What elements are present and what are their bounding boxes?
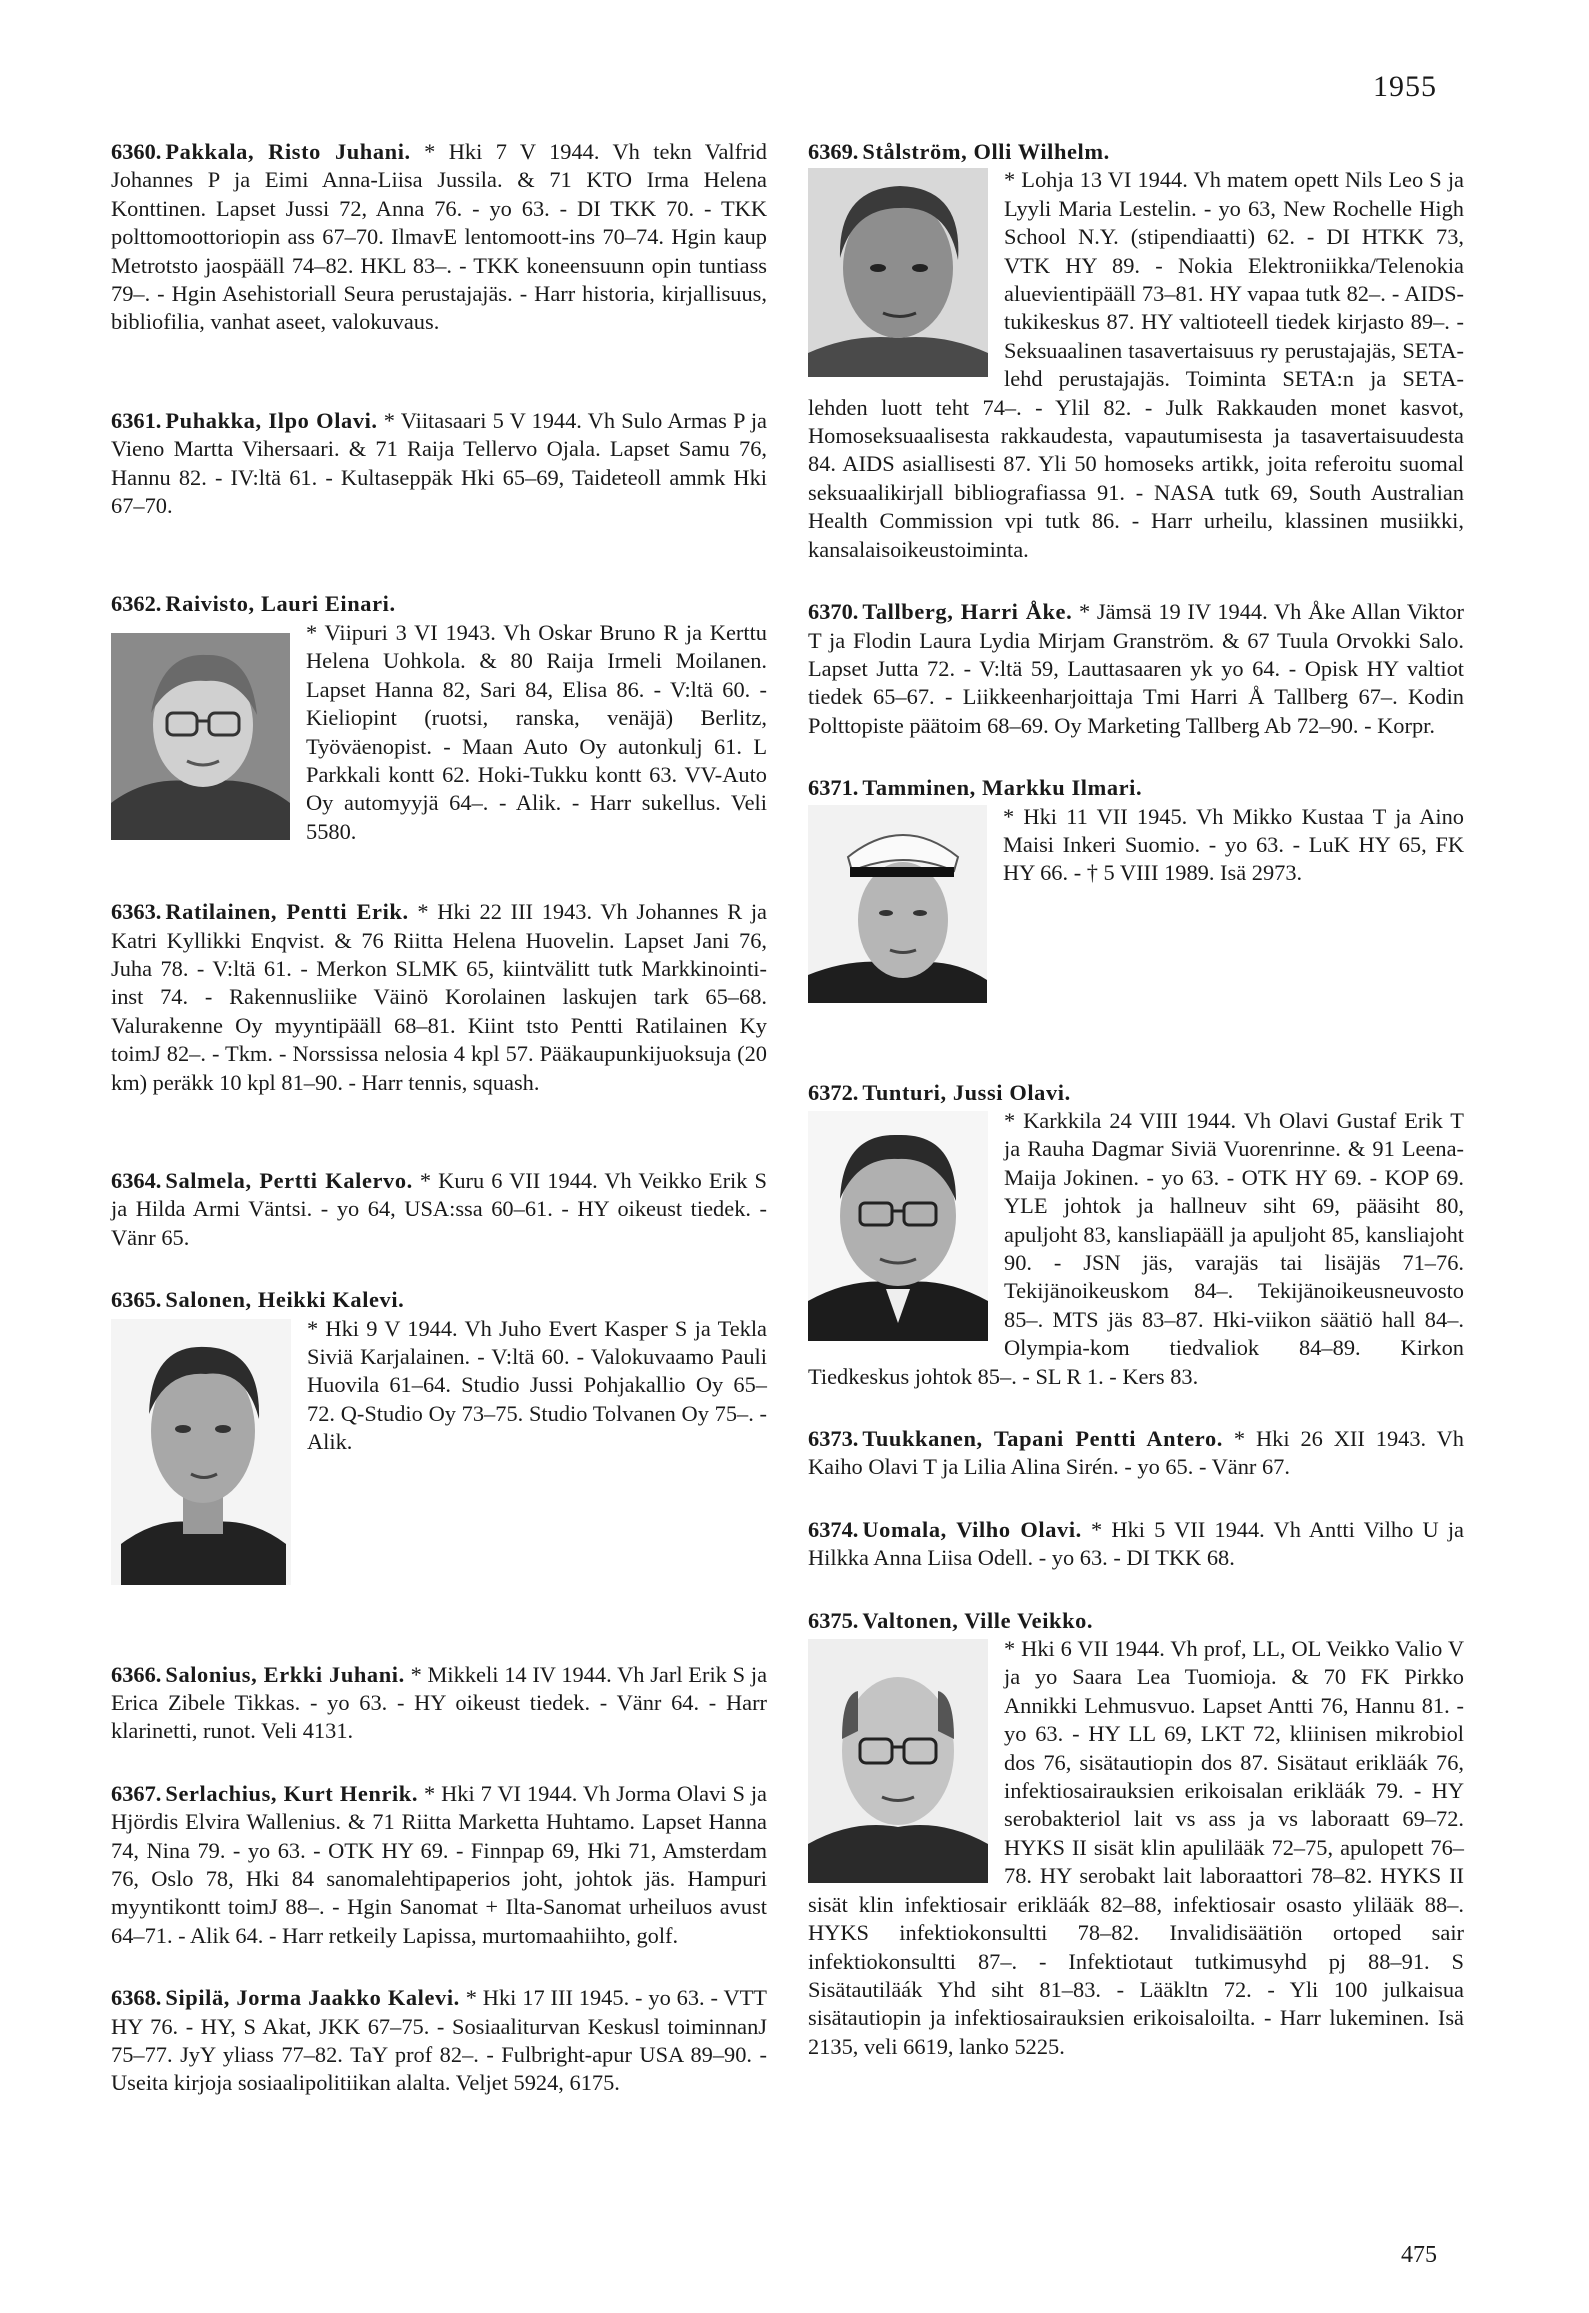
entry-6371: 6371. Tamminen, Markku Ilmari. * Hki 11 VII 1945. Vh Mikko Kustaa T ja Aino Maisi Inkeri Suomio. - yo 63. - LuK HY 65, FK HY 66. - † 5 VIII 1989. Isä 2973. bbox=[808, 774, 1464, 1008]
entry-6368: 6368. Sipilä, Jorma Jaakko Kalevi. * Hki 17 III 1945. - yo 63. - VTT HY 76. - HY, S Akat, JKK 67–75. - Sosiaaliturvan Keskusl toiminnanJ 75–77. JyY yliass 77–82. TaY prof 82–. - Fulbright-apur USA 89–90. - Useita kirjoja sosiaalipolitiikan alalta. Veljet 5924, 6175. bbox=[111, 1985, 767, 2096]
portrait-photo bbox=[111, 1319, 291, 1585]
portrait-photo bbox=[808, 805, 987, 1003]
portrait-photo bbox=[111, 633, 290, 840]
portrait-photo bbox=[808, 1111, 988, 1341]
page-year: 1955 bbox=[1373, 70, 1437, 103]
entry-6361: 6361. Puhakka, Ilpo Olavi. * Viitasaari 5 V 1944. Vh Sulo Armas P ja Vieno Martta Vihersaari. & 71 Raija Tellervo Ojala. Lapset Samu 76, Hannu 82. - IV:ltä 61. - Kultaseppäk Hki 65–69, Taideteoll ammk Hki 67–70. bbox=[111, 407, 767, 519]
entry-6373: 6373. Tuukkanen, Tapani Pentti Antero. * Hki 26 XII 1943. Vh Kaiho Olavi T ja Lilia Alina Sirén. - yo 65. - Vänr 67. bbox=[808, 1426, 1464, 1480]
entry-6369: 6369. Stålström, Olli Wilhelm. * Lohja 13 VI 1944. Vh matem opett Nils Leo S ja Lyyli Maria Lestelin. - yo 63, New Rochelle High School N.Y. (stipendiaatti) 62. - DI HTKK 73, VTK HY 89. - Nokia Elektroniikka/Telenokia aluevientipääll 73–81. HY vapaa tutk 82–. - AIDS-tukikeskus 87. HY valtioteell tiedek kirjasto 89–. - Seksuaalinen tasavertaisuus ry perustajajäs, SETA-lehd perustajajäs. Toiminta SETA:n ja SETA-lehden luott teht 74–. - Ylil 82. - Julk Rakkauden monet kasvot, Homoseksuaalisesta rakkaudesta, vapautumisesta ja tasavertaisuudesta 84. AIDS asiallisesti 87. Yli 50 homoseks artikk, joita referoitu suomal seksuaalikirjall bibliografiassa 91. - NASA tutk 69, South Australian Health Commission vpi tutk 86. - Harr urheilu, klassinen musiikki, kansalaisoikeustoiminta. bbox=[808, 139, 1464, 562]
entry-6366: 6366. Salonius, Erkki Juhani. * Mikkeli 14 IV 1944. Vh Jarl Erik S ja Erica Zibele Tikkas. - yo 63. - HY oikeust tiedek. - Vänr 64. - Harr klarinetti, runot. Veli 4131. bbox=[111, 1661, 768, 1744]
entry-6375: 6375. Valtonen, Ville Veikko. * Hki 6 VII 1944. Vh prof, LL, OL Veikko Valio V ja yo Saara Lea Tuomioja. & 70 FK Pirkko Annikki Lehmusvuo. Lapset Antti 76, Hannu 81. - yo 63. - HY LL 69, LKT 72, kliinisen mikrobiol dos 76, sisätautiopin dos 87. Sisätaut erikläák 76, infektiosairauksien erikoisalan erikläák 79. - HY serobakteriol lait vs ass ja vs laboraatt 69–72. HYKS II sisät klin apulilääk 72–75, apulopett 76–78. HY serobakt lait laboraattori 78–82. HYKS II sisät klin infektiosair erikläák 82–88, infektiosair osasto ylilääk 88–. HYKS infektiokonsultti 78–82. Invalidisäätiön ortoped sair infektiokonsultti 87–. - Infektiotaut tutkimusyhd pj 88–91. S Sisätautiläák Yhd siht 81–83. - Lääkltn 72. - Yli 100 julkaisua sisätautiopin ja infektiosairauksien erikoisaloilta. - Harr lukeminen. Isä 2135, veli 6619, lanko 5225. bbox=[808, 1607, 1464, 2059]
entry-6370: 6370. Tallberg, Harri Åke. * Jämsä 19 IV 1944. Vh Åke Allan Viktor T ja Flodin Laura Lydia Mirjam Granström. & 67 Tuula Orvokki Salo. Lapset Jutta 72. - V:ltä 59, Lauttasaaren yk yo 64. - Opisk HY valtiot tiedek 65–67. - Liikkeenharjoittaja Tmi Harri Å Tallberg 67–. Kodin Polttopiste päätoim 68–69. Oy Marketing Tallberg Ab 72–90. - Korpr. bbox=[808, 599, 1464, 738]
entry-6363: 6363. Ratilainen, Pentti Erik. * Hki 22 III 1943. Vh Johannes R ja Katri Kyllikki Enqvist. & 76 Riitta Helena Huovelin. Lapset Jani 76, Juha 78. - V:ltä 61. - Merkon SLMK 65, kiintvälitt tutk Markkinointi-inst 74. - Rakennusliike Väinö Korolainen laskujen tark 65–68. Valurakenne Oy myyntipääll 68–81. Kiint tsto Pentti Ratilainen Ky toimJ 82–. - Tkm. - Norssissa nelosia 4 kpl 57. Pääkaupunkijuoksuja (20 km) peräkk 10 kpl 81–90. - Harr tennis, squash. bbox=[111, 899, 768, 1095]
entry-6362: 6362. Raivisto, Lauri Einari. * Viipuri 3 VI 1943. Vh Oskar Bruno R ja Kerttu Helena Uohkola. & 80 Raija Irmeli Moilanen. Lapset Hanna 82, Sari 84, Elisa 86. - V:ltä 60. - Kieliopint (ruotsi, ranska, venäjä) Berlitz, Työväenopist. - Maan Auto Oy autonkulj 61. L Parkkali kontt 62. Hoki-Tukku kontt 63. VV-Auto Oy automyyjä 64–. - Alik. - Harr sukellus. Veli 5580. bbox=[111, 591, 767, 844]
left-column bbox=[111, 138, 767, 2098]
entry-6372: 6372. Tunturi, Jussi Olavi. * Karkkila 24 VIII 1944. Vh Olavi Gustaf Erik T ja Rauha Dagmar Siviä Vuorenrinne. & 91 Leena-Maija Jokinen. - yo 63. - OTK HY 69. - KOP 69. YLE johtok ja hallneuv siht 69, pääsiht 80, apuljoht 83, kansliapääll ja apuljoht 85, kansliajoht 90. - JSN jäs, varajäs tai lisäjäs 71–76. Tekijänoikeuskom 84–. Tekijänoikeusneuvosto 85–. MTS jäs 83–87. Hki-viikon säätiö hall 84–. Olympia-kom tiedvaliok 84–89. Kirkon Tiedkeskus johtok 85–. - SL R 1. - Kers 83. bbox=[808, 1079, 1464, 1389]
portrait-photo bbox=[808, 1639, 988, 1883]
entry-6374: 6374. Uomala, Vilho Olavi. * Hki 5 VII 1944. Vh Antti Vilho U ja Hilkka Anna Liisa Odell. - yo 63. - DI TKK 68. bbox=[808, 1516, 1464, 1571]
page-number: 475 bbox=[1401, 2242, 1437, 2268]
entry-6360: 6360. Pakkala, Risto Juhani. * Hki 7 V 1944. Vh tekn Valfrid Johannes P ja Eimi Anna-Liisa Jussila. & 71 KTO Irma Helena Konttinen. Lapset Jussi 72, Anna 76. - yo 63. - DI TKK 70. - TKK polttomoottoriopin ass 67–70. IlmavE lentomoott-ins 70–74. Hgin kaup Metrotsto jaospääll 74–82. HKL 83–. - TKK koneensuunn opin tuntiass 79–. - Hgin Asehistoriall Seura perustajajäs. - Harr historia, kirjallisuus, bibliofilia, vanhat aseet, valokuvaus. bbox=[111, 139, 767, 335]
portrait-photo bbox=[808, 168, 988, 377]
entry-6367: 6367. Serlachius, Kurt Henrik. * Hki 7 VI 1944. Vh Jorma Olavi S ja Hjördis Elvira Wallenius. & 71 Riitta Marketta Huhtamo. Lapset Hanna 74, Nina 79. - yo 63. - OTK HY 69. - Finnpap 69, Hki 71, Amsterdam 76, Oslo 78, Hki 84 sanomalehtipaperios joht, johtok jäs. Hampuri myyntikontt toimJ 88–. - Hgin Sanomat + Ilta-Sanomat urheiluos avust 64–71. - Alik 64. - Harr retkeily Lapissa, murtomaahiihto, golf. bbox=[111, 1780, 767, 1948]
right-column bbox=[808, 138, 1464, 2061]
entry-6365: 6365. Salonen, Heikki Kalevi. * Hki 9 V 1944. Vh Juho Evert Kasper S ja Tekla Siviä Karjalainen. - V:ltä 60. - Valokuvaamo Pauli Huovila 61–64. Studio Jussi Pohjakallio Oy 65–72. Q-Studio Oy 73–75. Studio Tolvanen Oy 75–. - Alik. bbox=[111, 1286, 767, 1590]
entry-6364: 6364. Salmela, Pertti Kalervo. * Kuru 6 VII 1944. Vh Veikko Erik S ja Hilda Armi Väntsi. - yo 64, USA:ssa 60–61. - HY oikeust tiedek. - Vänr 65. bbox=[111, 1167, 767, 1250]
